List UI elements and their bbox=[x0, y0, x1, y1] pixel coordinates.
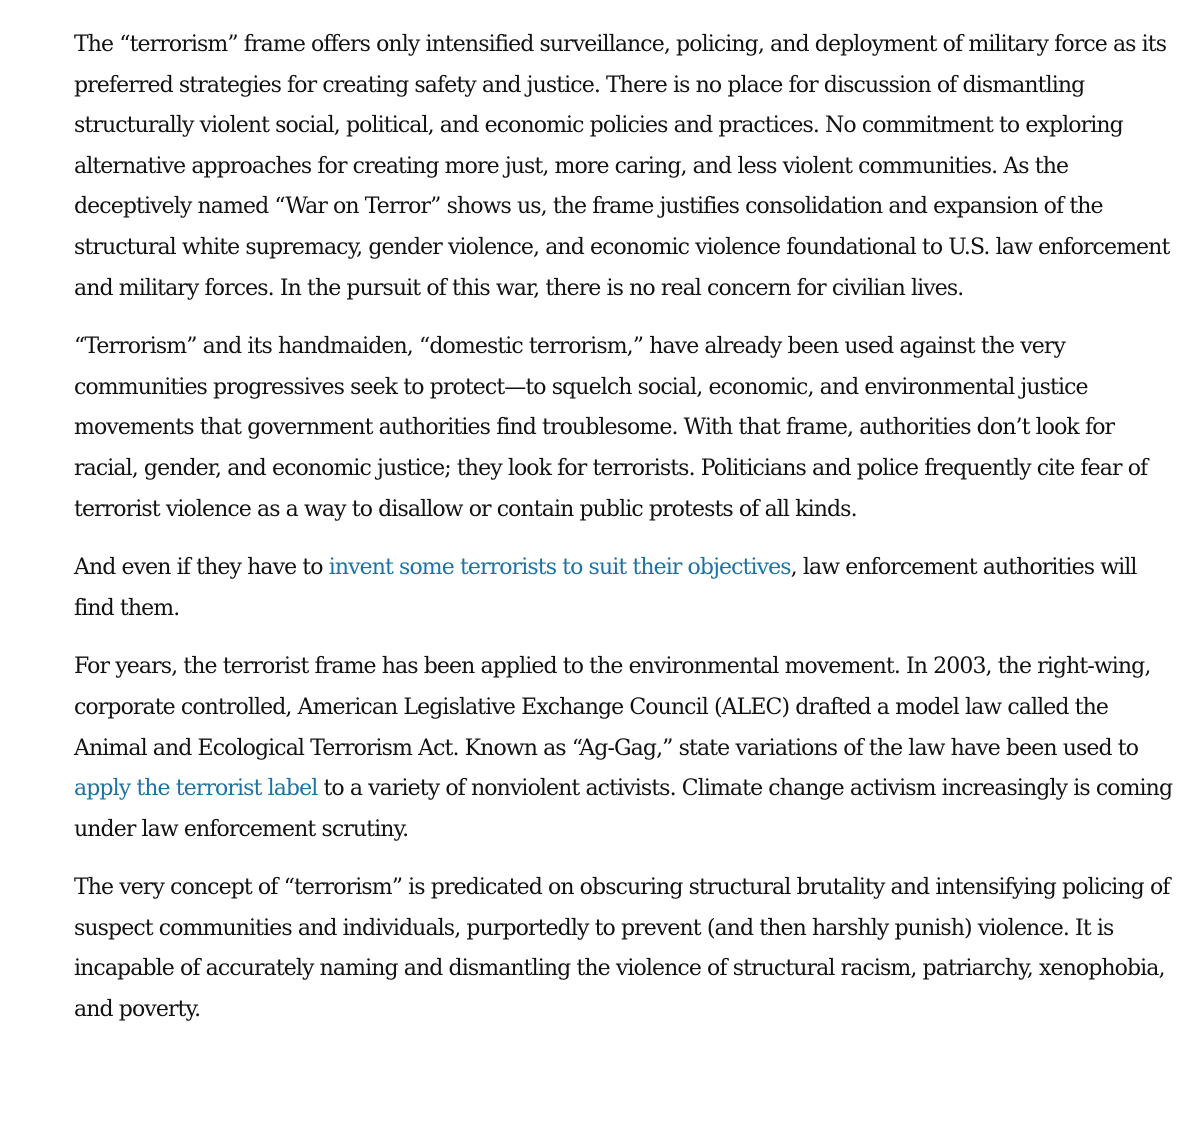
article-body bbox=[74, 25, 1174, 1049]
paragraph-domestic-terrorism: “Terrorism” and its handmaiden, “domestic terrorism,” have already been used against the very communities progressives seek to protect—to squelch social, economic, and environmental justice movements that government authorities find troublesome. With that frame, authorities don’t look for racial, gender, and economic justice; they look for terrorists. Politicians and police frequently cite fear of terrorist violence as a way to disallow or contain public protests of all kinds. bbox=[74, 334, 1148, 522]
paragraph-environmental-movement bbox=[74, 647, 1174, 850]
terrorist-label-link[interactable]: apply the terrorist label bbox=[74, 776, 318, 802]
paragraph-text: And even if they have to bbox=[74, 555, 329, 581]
paragraph-text: to a variety of nonviolent activists. Climate change activism increasingly is coming under law enforcement scrutiny. bbox=[74, 776, 1173, 842]
paragraph-invent-terrorists bbox=[74, 548, 1174, 629]
paragraph-text: , law enforcement authorities will find them. bbox=[74, 555, 1137, 621]
paragraph-concept-of-terrorism: The very concept of “terrorism” is predicated on obscuring structural brutality and intensifying policing of suspect communities and individuals, purportedly to prevent (and then harshly punish) violence. It is incapable of accurately naming and dismantling the violence of structural racism, patriarchy, xenophobia, and poverty. bbox=[74, 875, 1170, 1023]
invent-terrorists-link[interactable]: invent some terrorists to suit their objectives bbox=[328, 555, 791, 581]
paragraph-terrorism-frame: The “terrorism” frame offers only intensified surveillance, policing, and deployment of military force as its preferred strategies for creating safety and justice. There is no place for discussion of dismantling structurally violent social, political, and economic policies and practices. No commitment to exploring alternative approaches for creating more just, more caring, and less violent communities. As the deceptively named “War on Terror” shows us, the frame justifies consolidation and expansion of the structural white supremacy, gender violence, and economic violence foundational to U.S. law enforcement and military forces. In the pursuit of this war, there is no real concern for civilian lives. bbox=[74, 32, 1170, 301]
paragraph-text: For years, the terrorist frame has been applied to the environmental movement. In 2003, the right-wing, corporate controlled, American Legislative Exchange Council (ALEC) drafted a model law called the Animal and Ecological Terrorism Act. Known as “Ag-Gag,” state variations of the law have been used to bbox=[74, 654, 1151, 761]
